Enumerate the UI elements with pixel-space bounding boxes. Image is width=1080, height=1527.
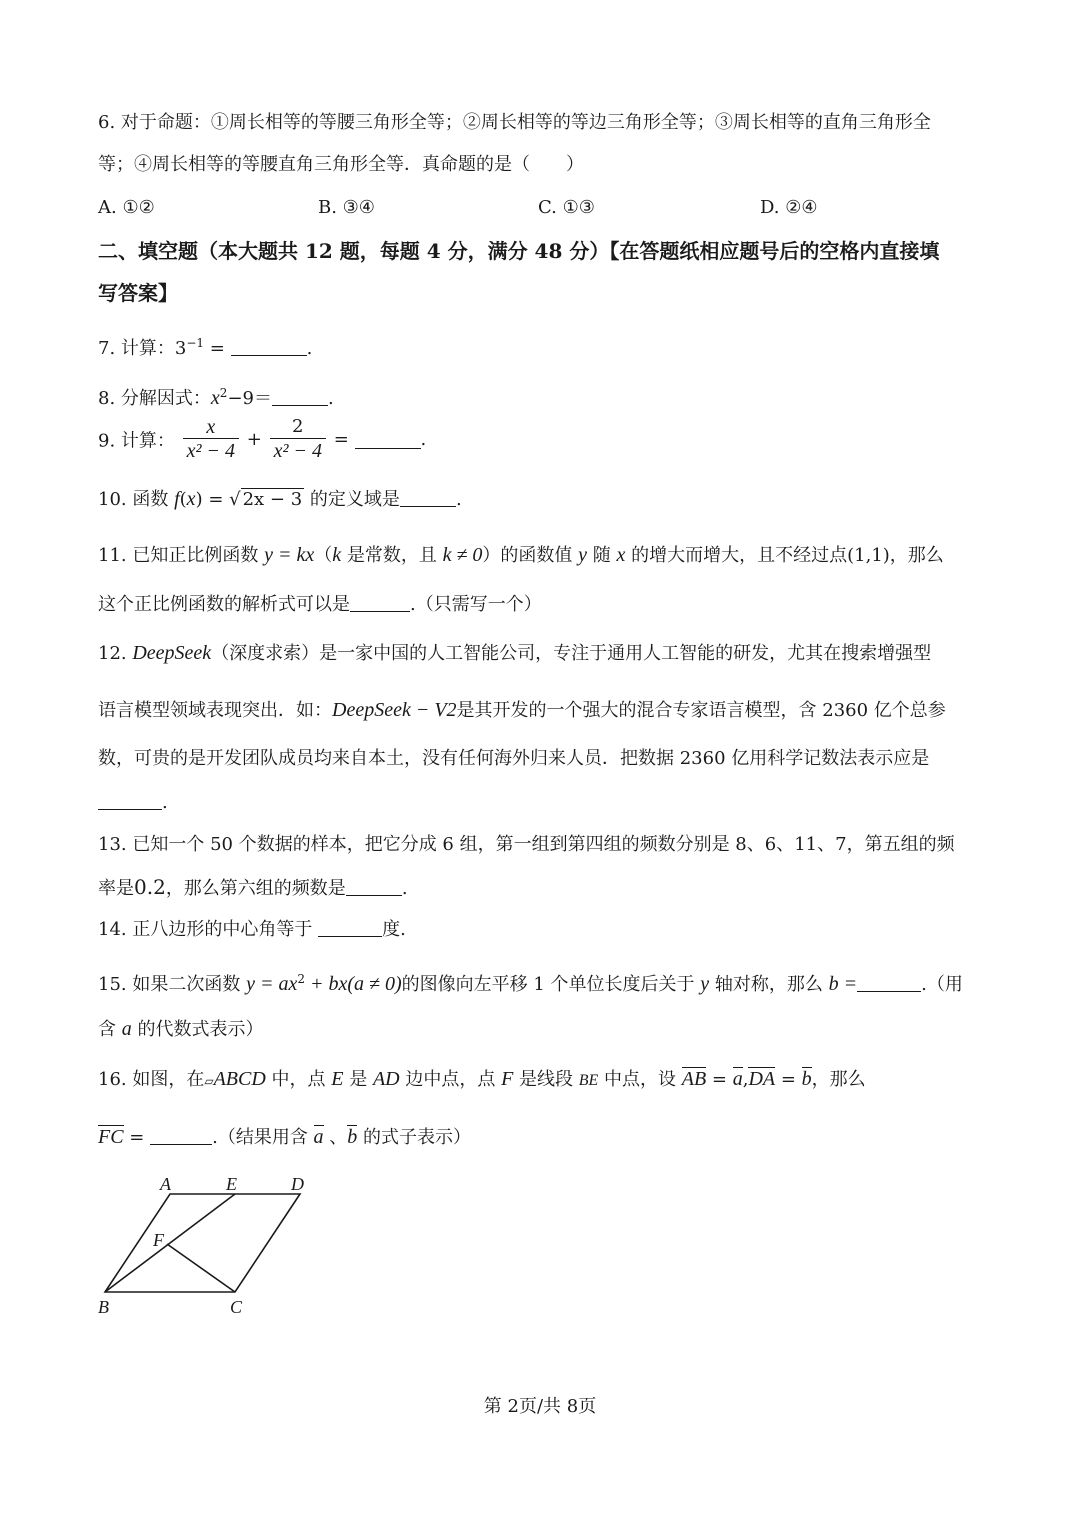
q6-option-c: C. ①③ [538, 197, 595, 218]
label-a: A [160, 1174, 171, 1194]
question-10: 10. 函数 f(x) = √ 2x − 3 的定义域是 . [98, 488, 462, 510]
answer-blank [400, 488, 456, 507]
question-15-line2: 含 a 的代数式表示） [98, 1018, 264, 1040]
label-c: C [230, 1297, 243, 1317]
question-11-line1: 11. 已知正比例函数 y = kx（k 是常数，且 k ≠ 0）的函数值 y 随 x 的增大而增大，且不经过点(1,1)，那么 [98, 544, 944, 566]
parallelogram-abcd [105, 1194, 300, 1292]
q6-line1: 6. 对于命题：①周长相等的等腰三角形全等；②周长相等的等边三角形全等；③周长相等的直角三角形全 [98, 112, 931, 133]
answer-blank [150, 1126, 212, 1145]
question-9: 9. 计算： $\frac{x}{\text{x² − 4}}$ + $\frac{2}{\text{x² − 4}}$ = . [98, 416, 427, 462]
label-f: F [153, 1230, 164, 1250]
answer-blank [857, 973, 921, 992]
fraction-1: $\frac{x}{\text{x² − 4}}$ [183, 416, 239, 463]
page-footer: 第 2页/共 8页 [483, 1396, 597, 1417]
section-heading-line2: 写答案】 [98, 281, 178, 305]
q6-line2: 等；④周长相等的等腰直角三角形全等．真命题的是（ ） [98, 154, 584, 175]
question-16-line1: 16. 如图，在▱ABCD 中，点 E 是 AD 边中点，点 F 是线段 BE 中点，设 AB = a,DA = b，那么 [98, 1068, 866, 1090]
q6-option-d: D. ②④ [760, 197, 818, 218]
question-12-line2: 语言模型领域表现突出．如：DeepSeek − V2是其开发的一个强大的混合专家语言模型，含 2360 亿个总参 [98, 699, 946, 721]
answer-blank [272, 387, 328, 406]
question-13-line1: 13. 已知一个 50 个数据的样本，把它分成 6 组，第一组到第四组的频数分别是 8、6、11、7，第五组的频 [98, 834, 955, 855]
answer-blank [346, 877, 402, 896]
q6-option-b: B. ③④ [318, 197, 375, 218]
answer-blank [355, 430, 421, 449]
question-8: 8. 分解因式：$x^2-9=$ . [98, 386, 334, 409]
question-14: 14. 正八边形的中心角等于 度. [98, 919, 406, 940]
label-e: E [226, 1174, 237, 1194]
answer-blank [98, 791, 162, 810]
fraction-2: $\frac{2}{\text{x² − 4}}$ [270, 416, 326, 463]
question-12-line1: 12. DeepSeek（深度求索）是一家中国的人工智能公司，专注于通用人工智能的研发，尤其在搜索增强型 [98, 642, 932, 664]
question-16-line2: FC = .（结果用含 a 、b 的式子表示） [98, 1126, 472, 1148]
parallelogram-figure [90, 1170, 330, 1320]
question-12-line4: . [98, 790, 168, 816]
question-15-line1: 15. 如果二次函数 $y = ax^2 + bx(a \ne 0)$的图像向左平移 1 个单位长度后关于 y 轴对称，那么 b = .（用 [98, 972, 963, 995]
radicand: 2x − 3 [242, 489, 303, 510]
q6-option-a: A. ①② [98, 197, 155, 218]
answer-blank [318, 918, 382, 937]
question-13-line2: 率是0.2，那么第六组的频数是 . [98, 875, 408, 899]
answer-blank [231, 337, 307, 356]
label-d: D [291, 1174, 304, 1194]
question-11-line2: 这个正比例函数的解析式可以是 .（只需写一个） [98, 594, 542, 615]
segment-fc [167, 1244, 235, 1292]
question-7: 7. 计算：$3^{-1}$ = . [98, 336, 313, 359]
section-heading: 二、填空题（本大题共 12 题，每题 4 分，满分 48 分）【在答题纸相应题号后的空格内直接填 [98, 239, 940, 263]
label-b: B [98, 1297, 109, 1317]
question-12-line3: 数，可贵的是开发团队成员均来自本土，没有任何海外归来人员．把数据 2360 亿用科学记数法表示应是 [98, 748, 930, 769]
answer-blank [350, 593, 410, 612]
